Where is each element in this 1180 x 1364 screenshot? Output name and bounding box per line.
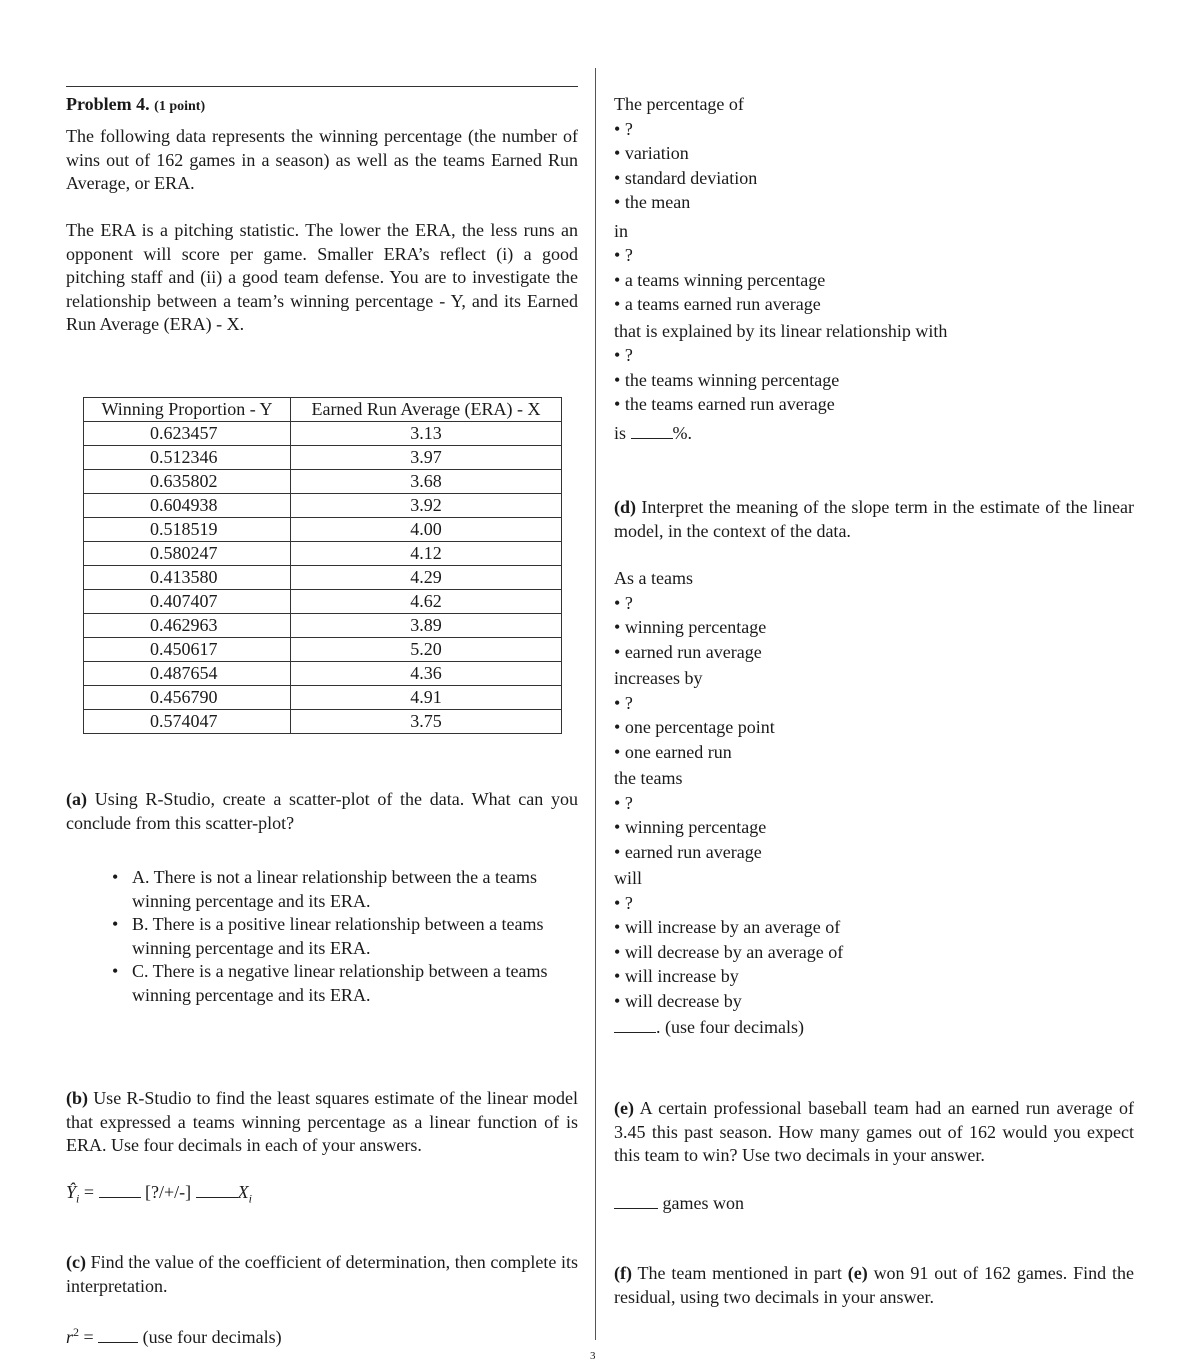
header-era: Earned Run Average (ERA) - X — [291, 398, 562, 422]
cell-x: 4.62 — [291, 590, 562, 614]
table-row — [84, 590, 562, 614]
cell-y: 0.407407 — [84, 590, 291, 614]
cell-y: 0.580247 — [84, 542, 291, 566]
table-row — [84, 638, 562, 662]
cell-x: 3.92 — [291, 494, 562, 518]
bullet-icon: • — [112, 961, 119, 981]
sign-select[interactable]: [?/+/-] — [145, 1182, 192, 1202]
page-number: 3 — [590, 1350, 596, 1362]
slope-value-input[interactable] — [614, 1018, 656, 1033]
part-e-question: (e) A certain professional baseball team had an earned run average of 3.45 this past season. How many games out of 162 would you expect this team to win? Use two decimals in your answer. — [614, 1098, 1134, 1165]
cell-y: 0.623457 — [84, 422, 291, 446]
column-divider — [595, 68, 596, 1340]
cell-y: 0.413580 — [84, 566, 291, 590]
cell-x: 4.29 — [291, 566, 562, 590]
cell-x: 4.36 — [291, 662, 562, 686]
choice-a[interactable]: • A. There is not a linear relationship between the a teams winning percentage and its ERA. — [112, 867, 538, 911]
select-unit[interactable]: • ? • one percentage point • one earned run — [614, 692, 775, 762]
cell-x: 4.00 — [291, 518, 562, 542]
percent-input[interactable] — [631, 424, 673, 439]
regression-equation: $Ŷ_i$ = [?/+/-] $X_i$ — [66, 1182, 252, 1206]
cell-y: 0.518519 — [84, 518, 291, 542]
choice-c[interactable]: • C. There is a negative linear relationship between a teams winning percentage and its ERA. — [112, 961, 548, 1005]
top-rule — [66, 86, 578, 87]
table-row — [84, 446, 562, 470]
problem-points: (1 point) — [154, 99, 206, 114]
select-explanatory-variable[interactable]: • ? • the teams winning percentage • the teams earned run average — [614, 345, 840, 414]
table-row — [84, 542, 562, 566]
choice-b[interactable]: • B. There is a positive linear relationship between a teams winning percentage and its ERA. — [112, 914, 544, 958]
cell-y: 0.512346 — [84, 446, 291, 470]
table-row — [84, 518, 562, 542]
era-description: The ERA is a pitching statistic. The lower the ERA, the less runs an opponent will score per game. Smaller ERA’s reflect (i) a good pitching staff and (ii) a good team defense. You are to investigate the relationship between a team’s winning percentage - Y, and its Earned Run Average (ERA) - X. — [66, 220, 578, 334]
cell-x: 4.12 — [291, 542, 562, 566]
games-won-input[interactable] — [614, 1194, 658, 1209]
bullet-icon: • — [112, 867, 119, 887]
cell-x: 3.68 — [291, 470, 562, 494]
cell-x: 4.91 — [291, 686, 562, 710]
table-row — [84, 710, 562, 734]
problem-title: Problem 4. — [66, 94, 150, 114]
header-winning-proportion: Winning Proportion - Y — [84, 398, 291, 422]
bullet-icon: • — [112, 914, 119, 934]
cell-y: 0.450617 — [84, 638, 291, 662]
r-squared-interpretation: The percentage of • ? • variation • standard deviation • the mean in • ? • a teams winning percentage • a teams earned run average that is explained by its linear relationship with • ? • the teams winning percentage • the teams earned run average is %. — [614, 92, 1134, 445]
cell-y: 0.487654 — [84, 662, 291, 686]
r-squared-input[interactable] — [98, 1328, 138, 1343]
cell-x: 3.89 — [291, 614, 562, 638]
table-row — [84, 494, 562, 518]
table-header-row — [84, 398, 562, 422]
part-a-question: (a) Using R-Studio, create a scatter-plot of the data. What can you conclude from this scatter-plot? — [66, 789, 578, 833]
part-d-question: (d) Interpret the meaning of the slope term in the estimate of the linear model, in the context of the data. — [614, 497, 1135, 541]
table-row — [84, 422, 562, 446]
table-row — [84, 566, 562, 590]
slope-input[interactable] — [196, 1183, 238, 1198]
part-c-question: (c) Find the value of the coefficient of determination, then complete its interpretation. — [66, 1252, 578, 1296]
table-row — [84, 662, 562, 686]
part-f-question: (f) The team mentioned in part (e) won 91 out of 162 games. Find the residual, using two decimals in your answer. — [614, 1263, 1135, 1307]
table-row — [84, 614, 562, 638]
table-row — [84, 470, 562, 494]
cell-x: 3.13 — [291, 422, 562, 446]
cell-x: 3.75 — [291, 710, 562, 734]
part-b-question: (b) Use R-Studio to find the least squares estimate of the linear model that expressed a teams winning percentage as a linear function of is ERA. Use four decimals in each of your answers. — [66, 1088, 579, 1155]
select-direction[interactable]: • ? • will increase by an average of • will decrease by an average of • will increase by • will decrease by — [614, 892, 844, 1011]
select-x-variable[interactable]: • ? • winning percentage • earned run average — [614, 592, 767, 662]
select-quantity[interactable]: • ? • variation • standard deviation • the mean — [614, 118, 758, 212]
slope-answer-line: . (use four decimals) — [614, 1015, 1134, 1040]
intercept-input[interactable] — [99, 1183, 141, 1198]
select-response-variable[interactable]: • ? • a teams winning percentage • a teams earned run average — [614, 245, 826, 314]
cell-y: 0.574047 — [84, 710, 291, 734]
problem-intro: The following data represents the winning percentage (the number of wins out of 162 games in a season) as well as the teams Earned Run Average, or ERA. — [66, 126, 578, 193]
table-row — [84, 686, 562, 710]
problem-header — [66, 93, 578, 119]
data-table — [83, 397, 562, 734]
r-squared-line: $r^2 = (use$ four decimals) — [66, 1325, 282, 1347]
percent-line: is %. — [614, 422, 693, 443]
games-won-line: games won — [614, 1191, 1134, 1216]
select-y-variable[interactable]: • ? • winning percentage • earned run average — [614, 792, 767, 862]
cell-y: 0.635802 — [84, 470, 291, 494]
cell-y: 0.604938 — [84, 494, 291, 518]
cell-y: 0.456790 — [84, 686, 291, 710]
part-a-choices — [66, 866, 578, 1007]
cell-x: 5.20 — [291, 638, 562, 662]
cell-x: 3.97 — [291, 446, 562, 470]
slope-interpretation: As a teams • ? • winning percentage • earned run average increases by • ? • one percentage point • one earned run the teams • ? • winning percentage • earned run average will • ? • will increase by an average of • will decrease by an average of • will increase by • will decrease by . (use four decimals) — [614, 566, 1134, 1040]
cell-y: 0.462963 — [84, 614, 291, 638]
